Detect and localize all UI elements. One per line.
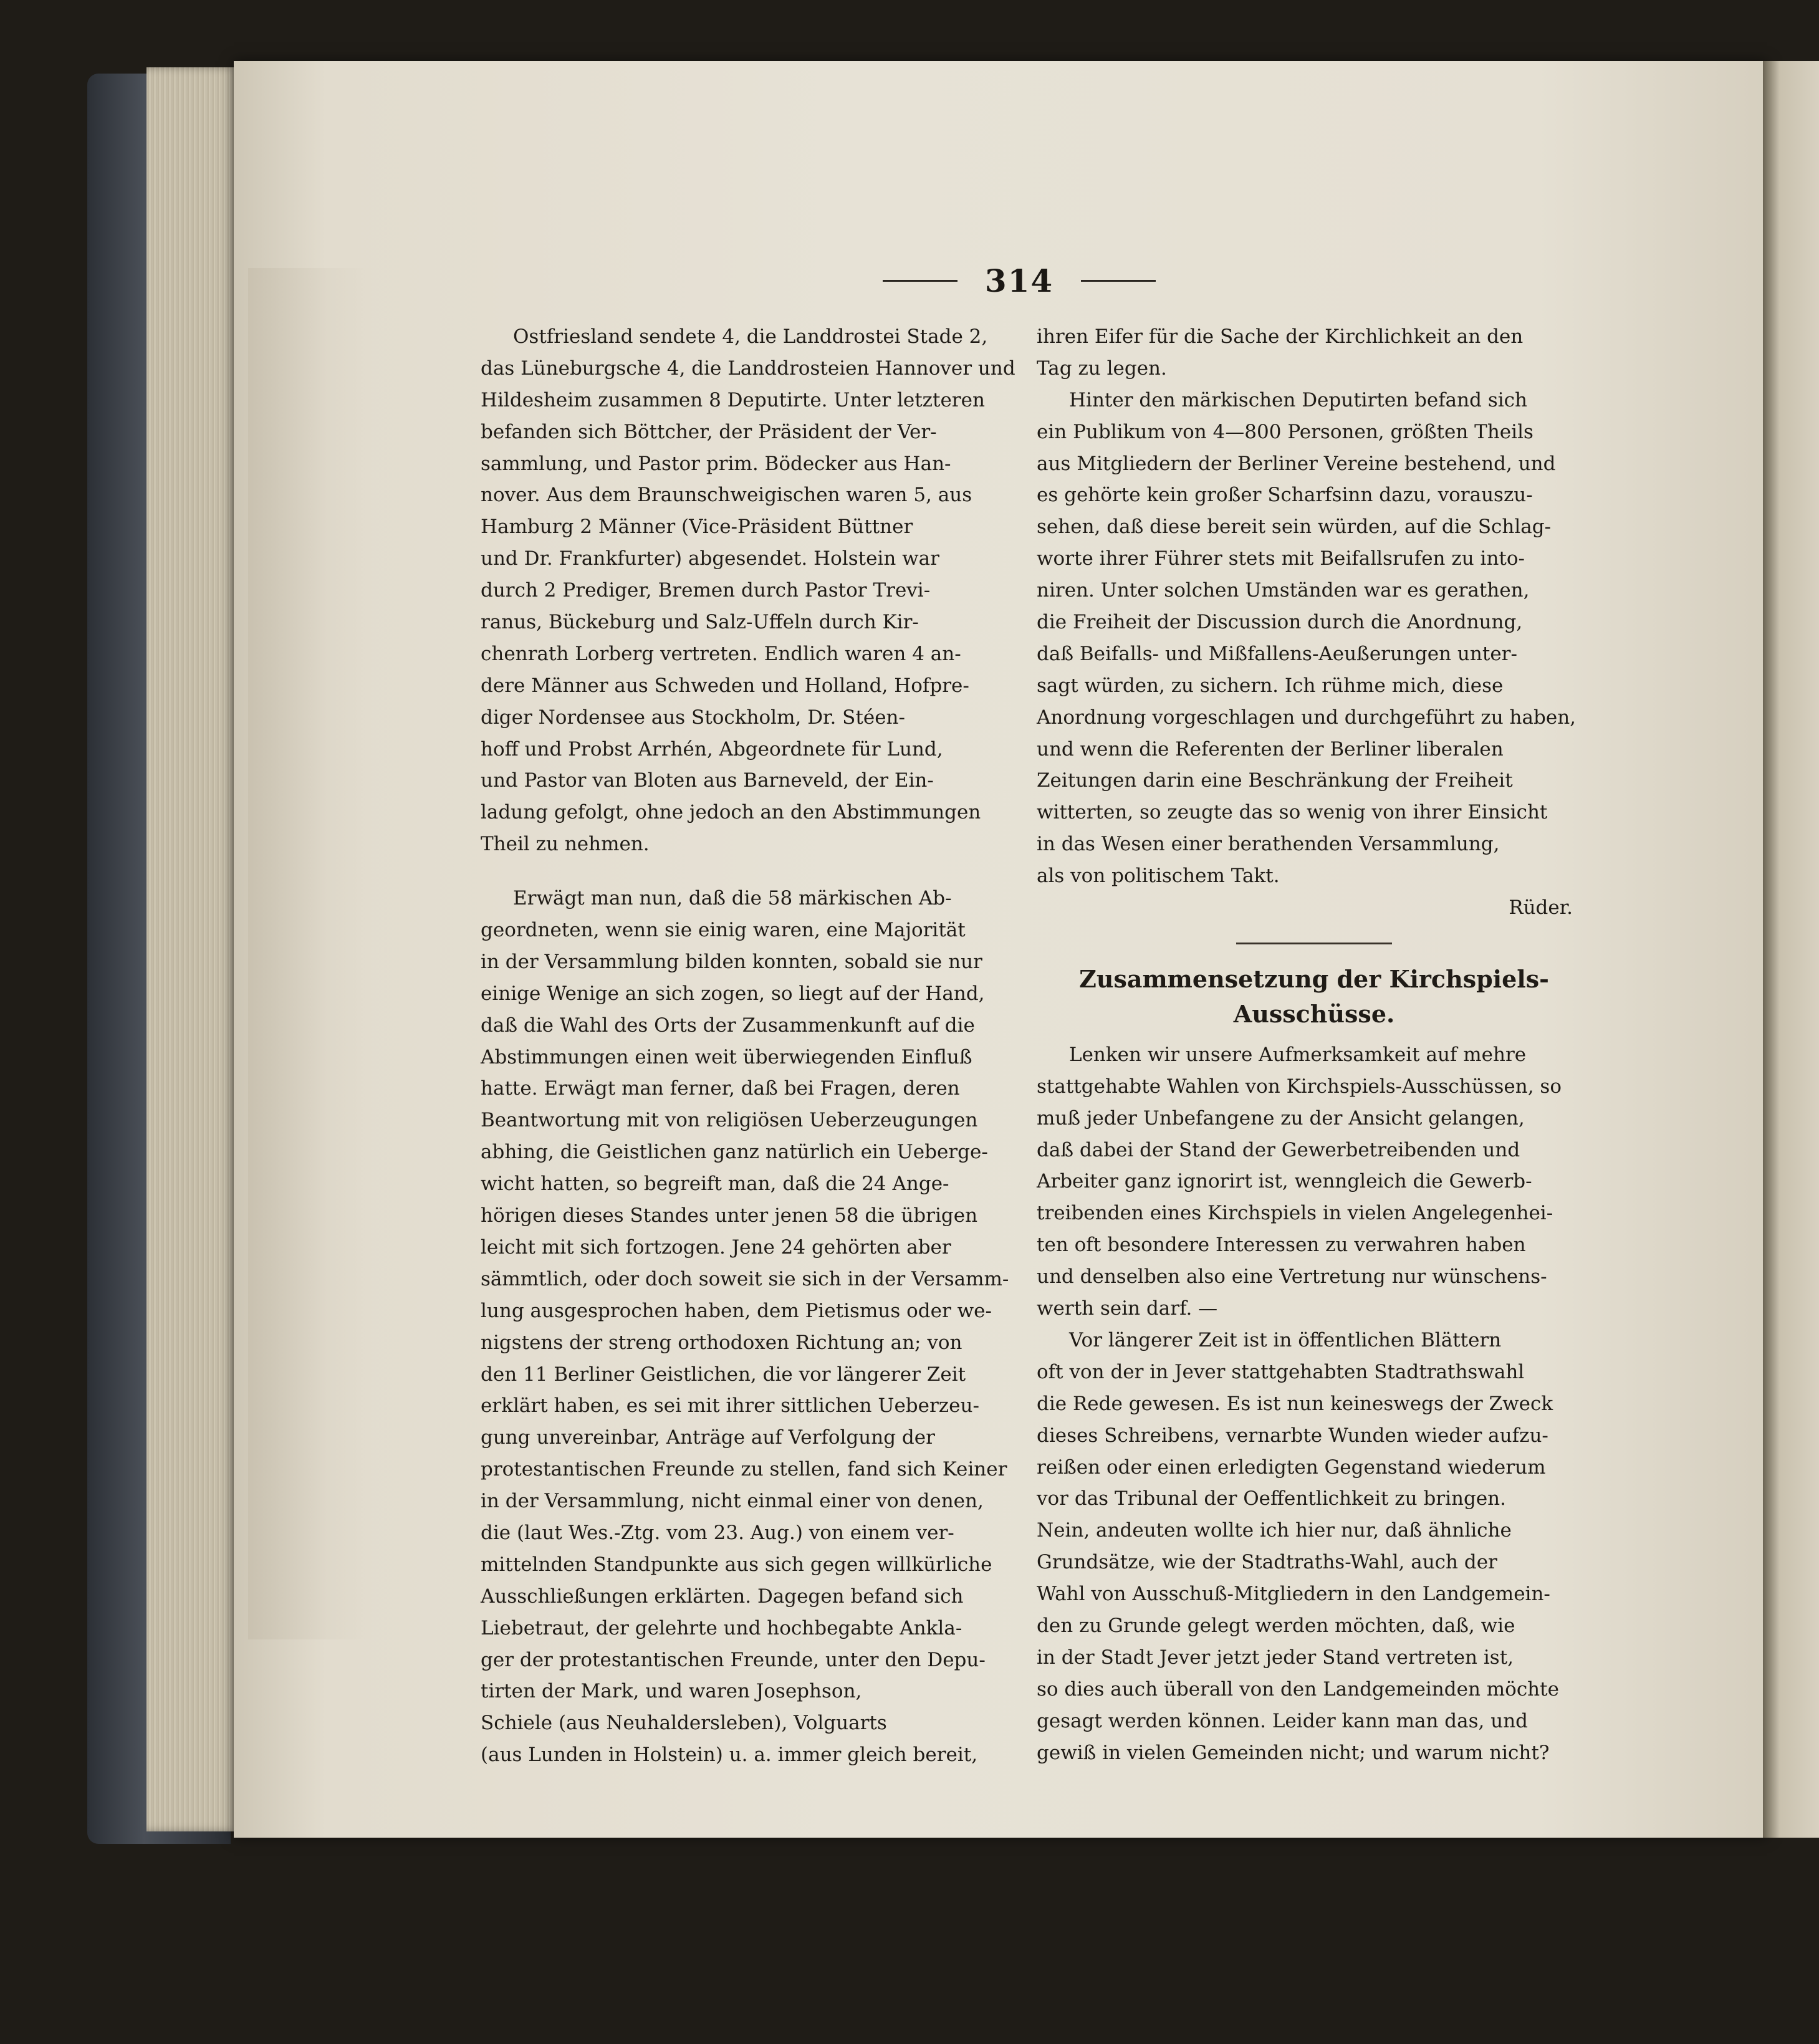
- text-line: gewiß in vielen Gemeinden nicht; und warum nicht?: [1037, 1741, 1550, 1764]
- text-line: in der Versammlung, nicht einmal einer von denen,: [481, 1490, 984, 1513]
- article-heading: [1037, 962, 1591, 1032]
- text-line: und wenn die Referenten der Berliner liberalen: [1037, 737, 1504, 761]
- text-line: tirten der Mark, und waren Josephson,: [481, 1680, 862, 1703]
- text-line: als von politischem Takt.: [1037, 865, 1280, 888]
- text-line: so dies auch überall von den Landgemeinden möchte: [1037, 1677, 1559, 1701]
- text-line: und denselben also eine Vertretung nur wünschens-: [1037, 1265, 1547, 1288]
- paragraph: [481, 883, 1017, 1771]
- text-line: hoff und Probst Arrhén, Abgeordnete für Lund,: [481, 737, 943, 761]
- page-header: [857, 262, 1181, 299]
- text-line: Zeitungen darin eine Beschränkung der Freiheit: [1037, 769, 1513, 792]
- text-line: einige Wenige an sich zogen, so liegt auf der Hand,: [481, 982, 985, 1005]
- text-line: Wahl von Ausschuß-Mitgliedern in den Landgemein-: [1037, 1583, 1550, 1606]
- text-line: daß dabei der Stand der Gewerbetreibenden und: [1037, 1138, 1520, 1161]
- text-line: in der Versammlung bilden konnten, sobald sie nur: [481, 950, 982, 973]
- paragraph: [1037, 1325, 1591, 1768]
- text-line: chenrath Lorberg vertreten. Endlich waren 4 an-: [481, 642, 961, 665]
- text-line: worte ihrer Führer stets mit Beifallsrufen zu into-: [1037, 547, 1525, 570]
- text-line: Lenken wir unsere Aufmerksamkeit auf mehre: [1069, 1043, 1527, 1066]
- text-line: und Dr. Frankfurter) abgesendet. Holstein war: [481, 547, 939, 570]
- paragraph: [1037, 321, 1591, 385]
- page-shadow: [248, 268, 373, 1639]
- text-line: Hamburg 2 Männer (Vice-Präsident Büttner: [481, 516, 913, 539]
- text-line: es gehörte kein großer Scharfsinn dazu, vorauszu-: [1037, 484, 1533, 507]
- page-edges: [146, 67, 240, 1831]
- text-line: geordneten, wenn sie einig waren, eine Majorität: [481, 919, 966, 942]
- text-line: oft von der in Jever stattgehabten Stadtrathswahl: [1037, 1360, 1525, 1383]
- text-line: Vor längerer Zeit ist in öffentlichen Blättern: [1069, 1328, 1502, 1351]
- text-line: niren. Unter solchen Umständen war es gerathen,: [1037, 579, 1530, 602]
- header-rule-left: [883, 280, 957, 282]
- paragraph: [481, 321, 1017, 860]
- text-line: erklärt haben, es sei mit ihrer sittlichen Ueberzeu-: [481, 1394, 979, 1418]
- right-column: [1037, 321, 1591, 1768]
- text-line: stattgehabte Wahlen von Kirchspiels-Ausschüssen, so: [1037, 1075, 1562, 1098]
- text-line: in das Wesen einer berathenden Versammlung,: [1037, 833, 1500, 856]
- text-line: muß jeder Unbefangene zu der Ansicht gelangen,: [1037, 1106, 1525, 1130]
- text-line: diger Nordensee aus Stockholm, Dr. Stéen-: [481, 706, 906, 729]
- text-line: Hinter den märkischen Deputirten befand sich: [1069, 388, 1527, 411]
- text-line: den zu Grunde gelegt werden möchten, daß, wie: [1037, 1614, 1515, 1637]
- text-line: mittelnden Standpunkte aus sich gegen willkürliche: [481, 1553, 992, 1576]
- text-line: leicht mit sich fortzogen. Jene 24 gehörten aber: [481, 1236, 951, 1259]
- text-line: Nein, andeuten wollte ich hier nur, daß ähnliche: [1037, 1519, 1512, 1542]
- text-line: protestantischen Freunde zu stellen, fand sich Keiner: [481, 1458, 1007, 1481]
- text-line: vor das Tribunal der Oeffentlichkeit zu bringen.: [1037, 1487, 1507, 1510]
- text-line: befanden sich Böttcher, der Präsident der Ver-: [481, 420, 937, 443]
- author-signature: Rüder.: [1509, 896, 1573, 919]
- text-line: abhing, die Geistlichen ganz natürlich ein Ueberge-: [481, 1141, 988, 1164]
- text-line: ladung gefolgt, ohne jedoch an den Abstimmungen: [481, 801, 981, 824]
- text-line: witterten, so zeugte das so wenig von ihrer Einsicht: [1037, 801, 1548, 824]
- text-line: wicht hatten, so begreift man, daß die 24 Ange-: [481, 1173, 949, 1196]
- text-line: Anordnung vorgeschlagen und durchgeführt zu haben,: [1037, 706, 1577, 729]
- page-number: 314: [984, 262, 1054, 299]
- text-line: nover. Aus dem Braunschweigischen waren 5, aus: [481, 484, 972, 507]
- header-rule-right: [1081, 280, 1156, 282]
- text-line: ihren Eifer für die Sache der Kirchlichkeit an den: [1037, 325, 1524, 348]
- text-line: Arbeiter ganz ignorirt ist, wenngleich die Gewerb-: [1037, 1170, 1532, 1193]
- text-line: ten oft besondere Interessen zu verwahren haben: [1037, 1234, 1526, 1257]
- text-line: die (laut Wes.-Ztg. vom 23. Aug.) von einem ver-: [481, 1521, 954, 1544]
- text-line: die Rede gewesen. Es ist nun keineswegs der Zweck: [1037, 1392, 1553, 1415]
- text-line: Tag zu legen.: [1037, 357, 1167, 380]
- text-line: reißen oder einen erledigten Gegenstand wiederum: [1037, 1456, 1546, 1479]
- text-line: Schiele (aus Neuhaldersleben), Volguarts: [481, 1712, 887, 1735]
- text-line: das Lüneburgsche 4, die Landdrosteien Hannover und: [481, 357, 1015, 380]
- text-line: Abstimmungen einen weit überwiegenden Einfluß: [481, 1045, 972, 1068]
- text-line: dieses Schreibens, vernarbte Wunden wieder aufzu-: [1037, 1424, 1548, 1447]
- text-line: hörigen dieses Standes unter jenen 58 die übrigen: [481, 1204, 978, 1227]
- text-line: durch 2 Prediger, Bremen durch Pastor Trevi-: [481, 579, 931, 602]
- paragraph: [1037, 385, 1591, 892]
- facing-page-edge: [1763, 61, 1819, 1838]
- text-line: ger der protestantischen Freunde, unter den Depu-: [481, 1648, 986, 1671]
- paragraph-gap: [481, 860, 1017, 883]
- text-line: (aus Lunden in Holstein) u. a. immer gleich bereit,: [481, 1744, 978, 1767]
- text-line: sämmtlich, oder doch soweit sie sich in der Versamm-: [481, 1267, 1009, 1290]
- text-line: gung unvereinbar, Anträge auf Verfolgung der: [481, 1426, 935, 1449]
- text-line: daß die Wahl des Orts der Zusammenkunft auf die: [481, 1014, 975, 1037]
- left-column: [481, 321, 1017, 1771]
- text-line: gesagt werden können. Leider kann man das, und: [1037, 1709, 1529, 1732]
- text-line: Ostfriesland sendete 4, die Landdrostei Stade 2,: [513, 325, 988, 348]
- text-line: werth sein darf. —: [1037, 1297, 1218, 1320]
- text-line: in der Stadt Jever jetzt jeder Stand vertreten ist,: [1037, 1646, 1514, 1669]
- text-line: die Freiheit der Discussion durch die Anordnung,: [1037, 611, 1523, 634]
- text-line: Liebetraut, der gelehrte und hochbegabte Ankla-: [481, 1616, 962, 1639]
- text-line: sagt würden, zu sichern. Ich rühme mich, diese: [1037, 674, 1504, 697]
- text-line: Grundsätze, wie der Stadtraths-Wahl, auch der: [1037, 1551, 1497, 1574]
- text-line: daß Beifalls- und Mißfallens-Aeußerungen unter-: [1037, 642, 1517, 665]
- text-line: hatte. Erwägt man ferner, daß bei Fragen, deren: [481, 1077, 960, 1100]
- text-line: sehen, daß diese bereit sein würden, auf die Schlag-: [1037, 516, 1552, 539]
- text-line: dere Männer aus Schweden und Holland, Hofpre-: [481, 674, 969, 697]
- text-line: nigstens der streng orthodoxen Richtung an; von: [481, 1331, 962, 1354]
- text-line: Erwägt man nun, daß die 58 märkischen Ab-: [513, 887, 952, 910]
- text-line: treibenden eines Kirchspiels in vielen Angelegenhei-: [1037, 1202, 1553, 1225]
- text-line: ein Publikum von 4—800 Personen, größten Theils: [1037, 420, 1533, 443]
- text-line: und Pastor van Bloten aus Barneveld, der Ein-: [481, 769, 934, 792]
- text-line: aus Mitgliedern der Berliner Vereine bestehend, und: [1037, 452, 1556, 475]
- text-line: Beantwortung mit von religiösen Ueberzeugungen: [481, 1109, 978, 1132]
- paragraph: [1037, 1039, 1591, 1325]
- text-line: sammlung, und Pastor prim. Bödecker aus Han-: [481, 452, 951, 475]
- heading-line: Ausschüsse.: [1233, 999, 1395, 1028]
- text-line: Ausschließungen erklärten. Dagegen befand sich: [481, 1585, 964, 1608]
- heading-line: Zusammensetzung der Kirchspiels-: [1079, 964, 1549, 993]
- text-line: Hildesheim zusammen 8 Deputirte. Unter letzteren: [481, 388, 985, 411]
- text-line: den 11 Berliner Geistlichen, die vor längerer Zeit: [481, 1363, 966, 1386]
- text-line: ranus, Bückeburg und Salz-Uffeln durch Kir-: [481, 611, 919, 634]
- text-line: Theil zu nehmen.: [481, 833, 650, 856]
- section-separator: [1236, 943, 1392, 944]
- text-line: lung ausgesprochen haben, dem Pietismus oder we-: [481, 1299, 992, 1322]
